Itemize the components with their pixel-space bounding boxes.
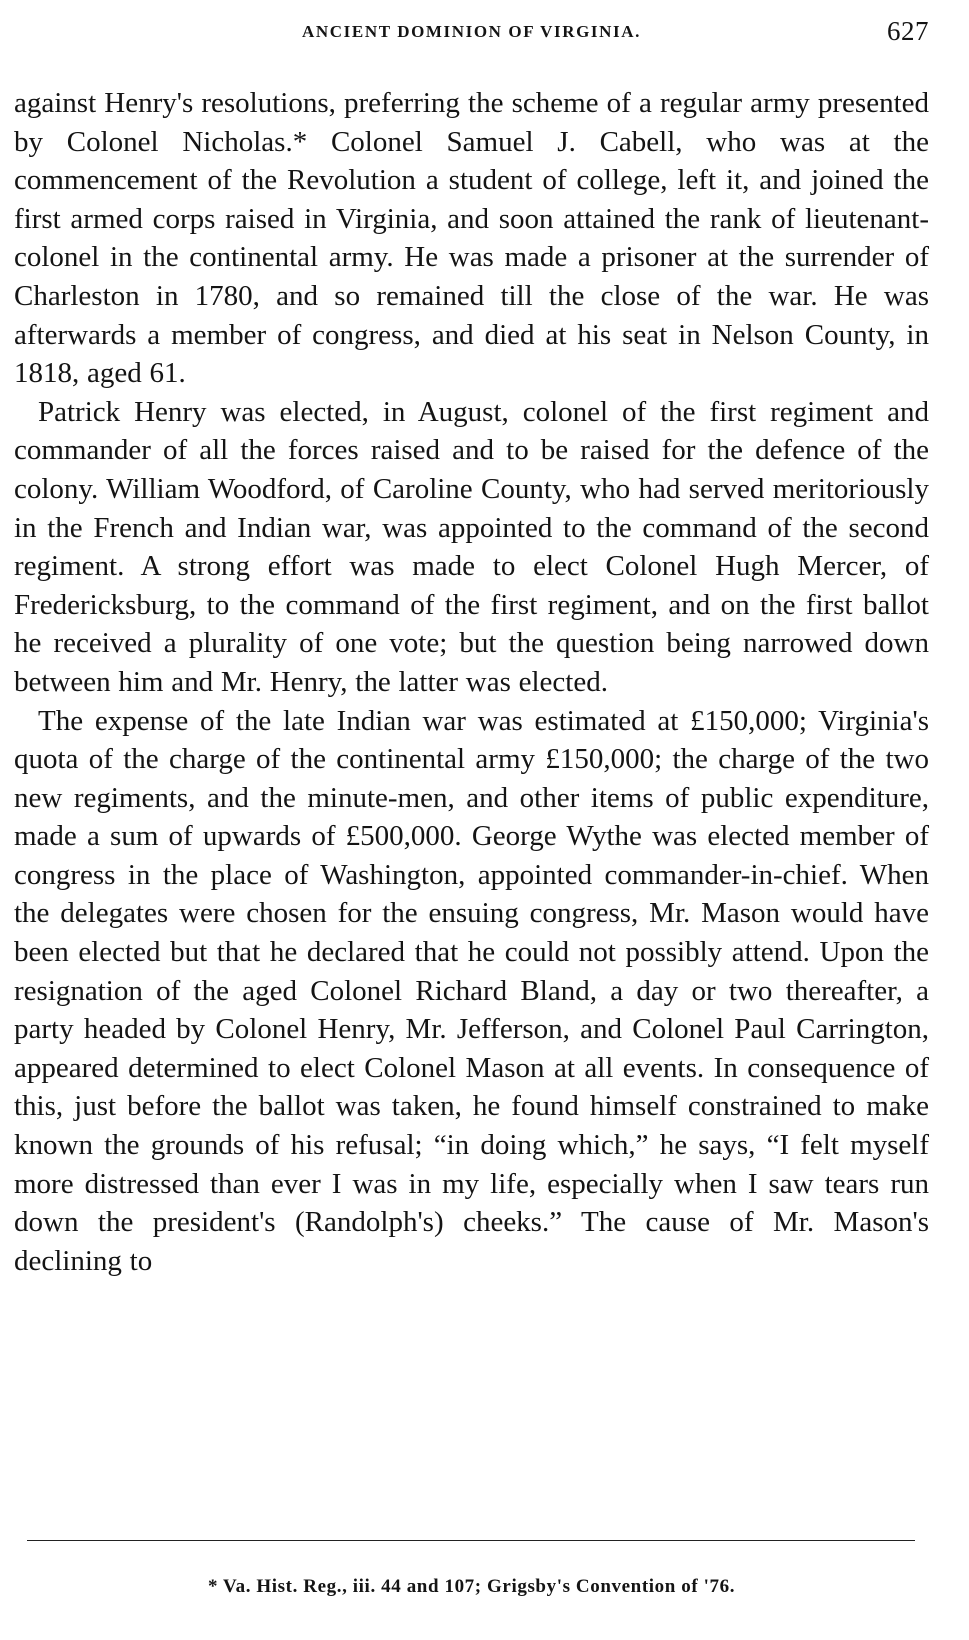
page-number: 627 bbox=[887, 16, 929, 46]
paragraph-henry-elected: Patrick Henry was elected, in August, colonel of the first regiment and commander of all the forces raised and to be raised for the defence of the colony. William Woodford, of Caroline County, who had served meritoriously in the French and Indian war, was appointed to the command of the second regiment. A strong effort was made to elect Colonel Hugh Mercer, of Fredericksburg, to the command of the first regiment, and on the first ballot he received a plurality of one vote; but the question being narrowed down between him and Mr. Henry, the latter was elected. bbox=[14, 395, 929, 698]
body-text bbox=[14, 84, 929, 1280]
footnote: * Va. Hist. Reg., iii. 44 and 107; Grigsby's Convention of '76. bbox=[207, 1576, 736, 1597]
paragraph-continued: against Henry's resolutions, preferring the scheme of a regular army presented by Colonel Nicholas.* Colonel Samuel J. Cabell, who was at the commencement of the Revolution a student of college, left it, and joined the first armed corps raised in Virginia, and soon attained the rank of lieutenant-colonel in the continental army. He was made a prisoner at the surrender of Charleston in 1780, and so remained till the close of the war. He was afterwards a member of congress, and died at his seat in Nelson County, in 1818, aged 61. bbox=[14, 87, 929, 390]
running-head bbox=[14, 12, 929, 46]
footnote-divider bbox=[27, 1540, 915, 1541]
paragraph-expense: The expense of the late Indian war was estimated at £150,000; Virginia's quota of the charge of the continental army £150,000; the charge of the two new regiments, and the minute-men, and other items of public expenditure, made a sum of upwards of £500,000. George Wythe was elected member of congress in the place of Washington, appointed commander-in-chief. When the delegates were chosen for the ensuing congress, Mr. Mason would have been elected but that he declared that he could not possibly attend. Upon the resignation of the aged Colonel Richard Bland, a day or two thereafter, a party headed by Colonel Henry, Mr. Jefferson, and Colonel Paul Carrington, appeared determined to elect Colonel Mason at all events. In consequence of this, just before the ballot was taken, he found himself constrained to make known the grounds of his refusal; “in doing which,” he says, “I felt myself more distressed than ever I was in my life, especially when I saw tears run down the president's (Randolph's) cheeks.” The cause of Mr. Mason's declining to bbox=[14, 704, 929, 1277]
running-title: ANCIENT DOMINION OF VIRGINIA. bbox=[302, 22, 641, 41]
